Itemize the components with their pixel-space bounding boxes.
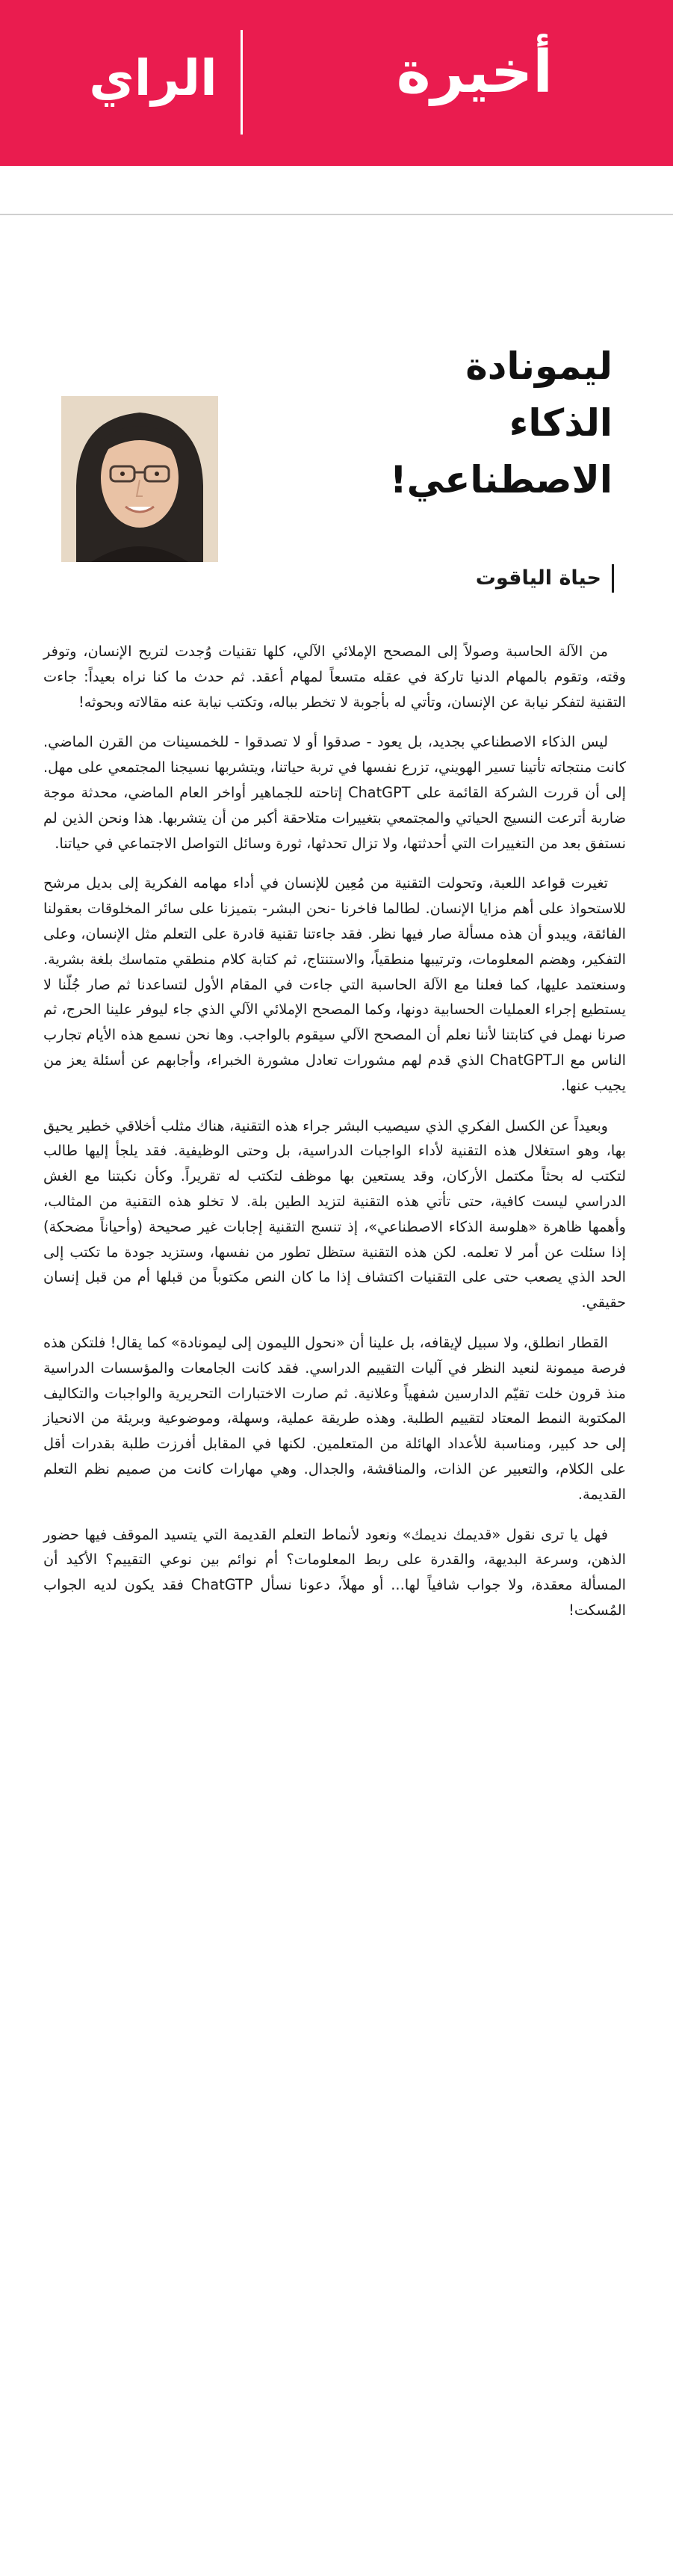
article-paragraph: القطار انطلق، ولا سبيل لإيقافه، بل علينا أن «نحول الليمون إلى ليمونادة» كما يقال! فلتكن هذه فرصة ميمونة لنعيد النظر في آليات التقييم الدراسي. فقد كانت الجامعات والمؤسسات الدراسية منذ قرون خلت تقيّم الدارسين شفهياً وعلانية. ثم صارت الاختبارات التحريرية والواجبات والتكاليف المكتوبة النمط المعتاد لتقييم الطلبة. وهذه طريقة عملية، وسهلة، وموضوعية وبريئة من الانحياز إلى حد كبير، ومناسبة للأعداد الهائلة من المتعلمين. لكنها في المقابل أفرزت طلبة بقدرات أقل على الكلام، والتعبير عن الذات، والمناقشة، والجدال. وهي مهارات كانت من صميم نظم التعلم القديمة. bbox=[43, 1333, 626, 1503]
article-body bbox=[43, 639, 626, 1638]
article-paragraph: من الآلة الحاسبة وصولاً إلى المصحح الإملائي الآلي، كلها تقنيات وُجدت لتريح الإنسان، وتوفر وقته، وتقوم بالمهام الدنيا تاركة في عقله متسعاً لمهام أعقد. ثم حدث ما كنا نراه بعيداً: جاءت التقنية لتفكر نيابة عن الإنسان، وتأتي له بأجوبة لا تخطر بباله، وتكتب نيابة عنه مقالاته وبحوثه! bbox=[43, 643, 626, 711]
author-name: حياة الياقوت bbox=[373, 564, 614, 593]
article-paragraph: فهل يا ترى نقول «قديمك نديمك» ونعود لأنماط التعلم القديمة التي يتسيد الموقف فيها حضور الذهن، وسرعة البديهة، والقدرة على ربط المعلومات؟ أم نوائم بين نوعي التقييم؟ الأكيد أن المسألة معقدة، ولا جواب شافياً لها... أو مهلاً، دعونا نسأل ChatGTP فقد يكون لديه الجواب المُسكت! bbox=[43, 1525, 626, 1619]
section-label: أخيرة bbox=[396, 39, 553, 106]
brand-logo: الراي bbox=[89, 49, 217, 107]
masthead bbox=[0, 0, 673, 166]
article-paragraph: وبعيداً عن الكسل الفكري الذي سيصيب البشر جراء هذه التقنية، هناك مثلب أخلاقي خطير يحيق بها، وهو استغلال هذه التقنية لأداء الواجبات الدراسية، بل وحتى الوظيفية. فقد يلجأ إليها طالب لتكتب له بحثاً مكتمل الأركان، وقد يستعين بها موظف لتكتب له تقريراً. وكأن نكبتنا مع الغش الدراسي ليست كافية، حتى تأتي هذه التقنية لتزيد الطين بلة. لا تخلو هذه التقنية من المثالب، وأهمها ظاهرة «هلوسة الذكاء الاصطناعي»، إذ تنسج التقنية إجابات غير صحيحة (وأحياناً مضحكة) إذا سئلت عن أمر لا تعلمه. لكن هذه التقنية ستظل تطور من نفسها، وستزيد جودة ما تكتب إلى الحد الذي يصعب حتى على التقنيات اكتشاف إذا ما كان النص مكتوباً من قبلها أم من قبل إنسان حقيقي. bbox=[43, 1116, 626, 1312]
article-title: ليمونادة الذكاء الاصطناعي! bbox=[389, 345, 612, 501]
top-rule bbox=[0, 214, 673, 215]
article-paragraph: تغيرت قواعد اللعبة، وتحولت التقنية من مُعِين للإنسان في أداء مهامه الفكرية إلى بديل مرشح للاستحواذ على أهم مزايا الإنسان. لطالما فاخرنا -نحن البشر- بتميزنا على سائر المخلوقات بعقولنا الفائقة، ويبدو أن هذه مسألة صار فيها نظر. فقد جاءتنا تقنية قادرة على التعلم مثل الإنسان، وعلى التفكير، وهضم المعلومات، وترتيبها منطقياً، والاستنتاج، ثم كتابة كلام منطقي متماسك بلغة بشرية. وسنعتمد عليها، كما فعلنا مع الآلة الحاسبة التي جاءت في المقام الأول لتساعدنا ثم صار جُلّنا لا يستطيع إجراء العمليات الحسابية دونها، وكما المصحح الإملائي الآلي الذي جاء ليوفر علينا الحرج، ثم صرنا نهمل في كتابتنا لأننا نعلم أن المصحح الآلي سيقوم بالواجب. وها نحن نسمع هذه الأيام تجارب الناس مع الـChatGPT الذي قدم لهم مشورات تعادل مشورة الخبراء، وأجابهم عن أسئلة يعز من يجيب عنها. bbox=[43, 874, 626, 1094]
article-paragraph: ليس الذكاء الاصطناعي بجديد، بل يعود - صدقوا أو لا تصدقوا - للخمسينات من القرن الماضي. كانت منتجاته تأتينا تسير الهويني، تزرع نفسها في تربة حياتنا، ويتشربها نسيجنا المجتمعي على مهل. إلى أن قررت الشركة القائمة على ChatGPT إتاحته للجماهير أواخر العام الماضي، محدثة موجة ضاربة أترعت النسيج الحياتي والمجتمعي بتغييرات متلاحقة أكبر من أن يتشربها. هذا ونحن الذين لم نستفق بعد من التغييرات التي أحدثتها، ولا تزال تحدثها، ثورة وسائل التواصل الاجتماعي في حياتنا. bbox=[43, 733, 627, 852]
author-photo bbox=[61, 396, 218, 562]
masthead-divider bbox=[241, 30, 243, 135]
author-portrait-image bbox=[61, 396, 218, 562]
